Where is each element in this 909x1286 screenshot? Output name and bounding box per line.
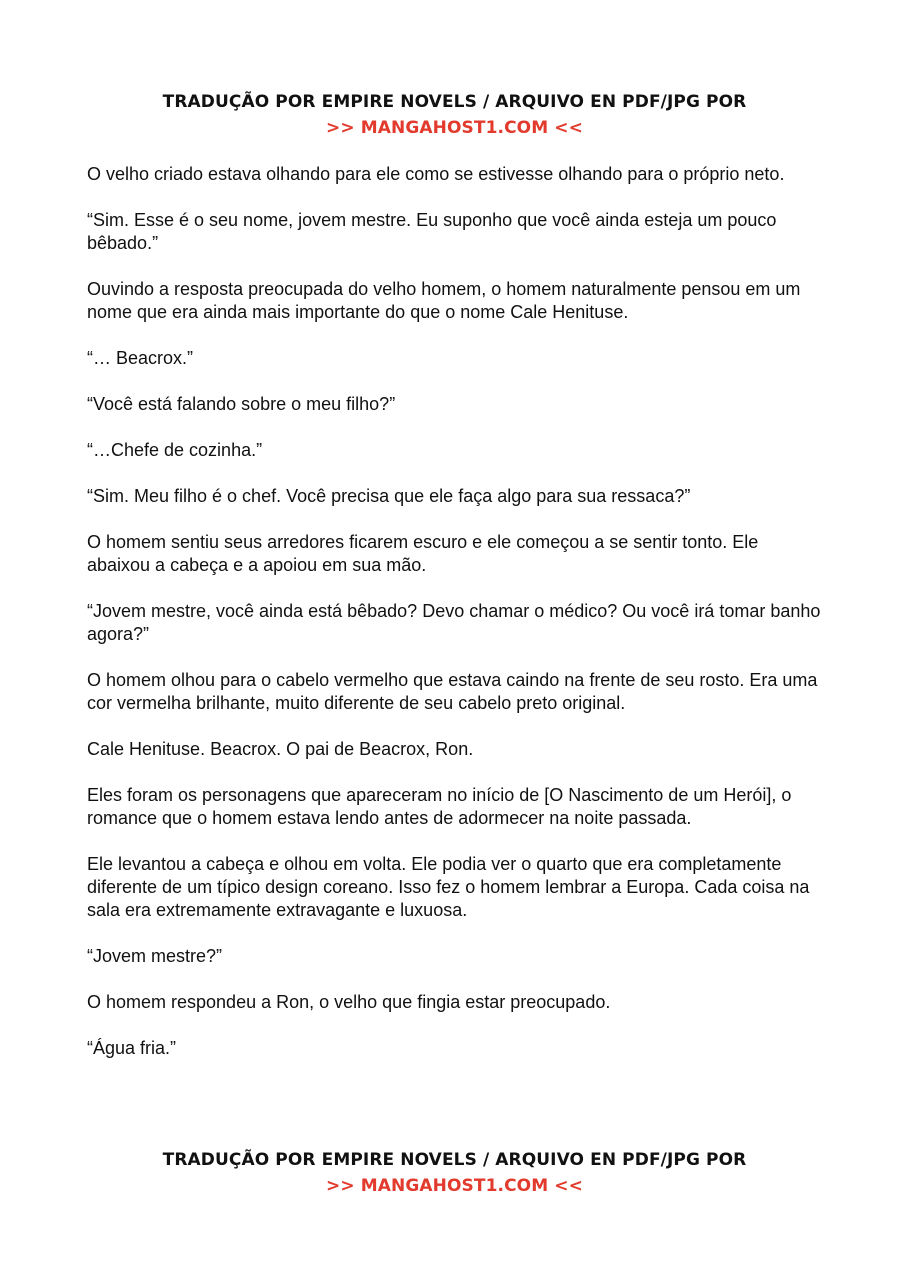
paragraph: “Sim. Meu filho é o chef. Você precisa que ele faça algo para sua ressaca?” <box>87 486 691 506</box>
paragraph: O homem olhou para o cabelo vermelho que estava caindo na frente de seu rosto. Era uma cor vermelha brilhante, muito diferente de seu cabelo preto original. <box>87 670 818 713</box>
paragraph: Ouvindo a resposta preocupada do velho homem, o homem naturalmente pensou em um nome que era ainda mais importante do que o nome Cale Henituse. <box>87 279 801 322</box>
document-body <box>87 163 822 1083</box>
paragraph: “… Beacrox.” <box>87 348 194 368</box>
footer-site-link[interactable]: >> MANGAHOST1.COM << <box>326 1176 583 1196</box>
paragraph: Ele levantou a cabeça e olhou em volta. Ele podia ver o quarto que era completamente diferente de um típico design coreano. Isso fez o homem lembrar a Europa. Cada coisa na sala era extremamente extravagante e luxuosa. <box>87 854 810 920</box>
paragraph: Eles foram os personagens que apareceram no início de [O Nascimento de um Herói], o romance que o homem estava lendo antes de adormecer na noite passada. <box>87 785 792 828</box>
paragraph: “…Chefe de cozinha.” <box>87 440 263 460</box>
footer-credit-text: TRADUÇÃO POR EMPIRE NOVELS / ARQUIVO EN PDF/JPG POR <box>162 1150 747 1170</box>
paragraph: O homem sentiu seus arredores ficarem escuro e ele começou a se sentir tonto. Ele abaixou a cabeça e a apoiou em sua mão. <box>87 532 759 575</box>
footer-banner <box>0 1147 909 1199</box>
paragraph: “Jovem mestre, você ainda está bêbado? Devo chamar o médico? Ou você irá tomar banho agora?” <box>87 601 821 644</box>
paragraph: O velho criado estava olhando para ele como se estivesse olhando para o próprio neto. <box>87 164 785 184</box>
paragraph: “Sim. Esse é o seu nome, jovem mestre. Eu suponho que você ainda esteja um pouco bêbado.” <box>87 210 777 253</box>
header-banner <box>0 89 909 141</box>
paragraph: “Jovem mestre?” <box>87 946 223 966</box>
paragraph: “Água fria.” <box>87 1038 177 1058</box>
paragraph: “Você está falando sobre o meu filho?” <box>87 394 396 414</box>
paragraph: Cale Henituse. Beacrox. O pai de Beacrox, Ron. <box>87 739 474 759</box>
header-site-link[interactable]: >> MANGAHOST1.COM << <box>326 118 583 138</box>
paragraph: O homem respondeu a Ron, o velho que fingia estar preocupado. <box>87 992 611 1012</box>
header-credit-text: TRADUÇÃO POR EMPIRE NOVELS / ARQUIVO EN PDF/JPG POR <box>162 92 747 112</box>
